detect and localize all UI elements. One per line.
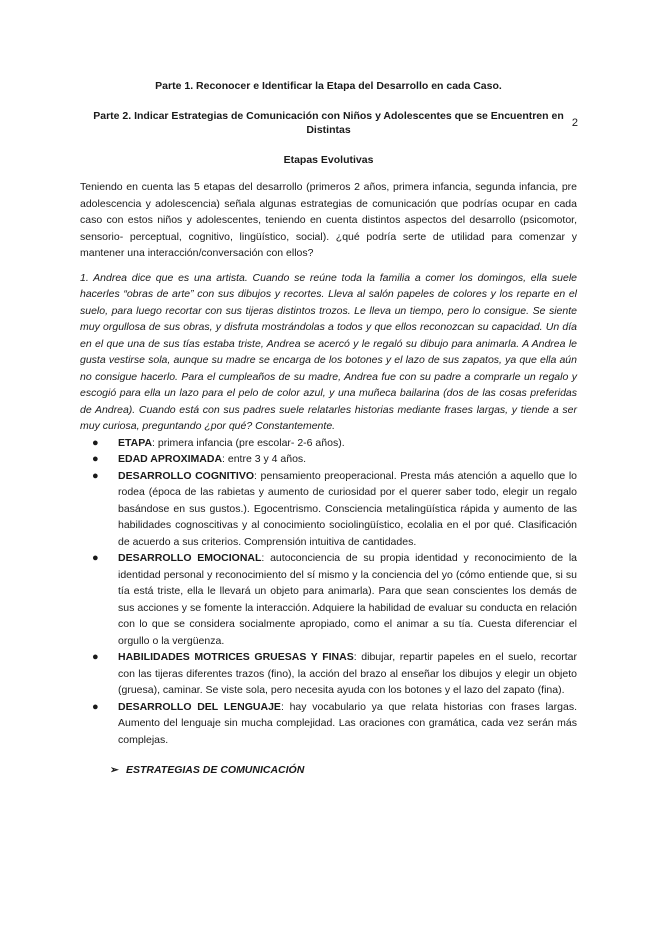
detail-item-edad: ● EDAD APROXIMADA: entre 3 y 4 años. bbox=[106, 451, 577, 468]
detail-label: DESARROLLO COGNITIVO bbox=[118, 469, 255, 482]
heading-part-1: Parte 1. Reconocer e Identificar la Etapa del Desarrollo en cada Caso. bbox=[155, 80, 502, 92]
detail-text: autoconciencia de su propia identidad y reconocimiento de la identidad personal y reconocimiento del sí mismo y la conciencia del yo (cómo entiende que, si su tía está triste, ella le llevará un objeto para animarla). Para que sean conscientes los demás de sus acciones y se fomente la interacción. Adquiere la habilidad de evaluar su conducta en relación con lo que se considera socialmente apropiado, como el animar a su tía. Cuesta diferenciar el orgullo o la vergüenza. bbox=[118, 552, 577, 647]
heading-part-2: Parte 2. Indicar Estrategias de Comunicación con Niños y Adolescentes que se Encuentren en Distintas bbox=[93, 110, 564, 136]
bullet-icon: ● bbox=[92, 436, 99, 449]
document-page bbox=[0, 79, 655, 927]
development-details-list bbox=[80, 435, 577, 749]
bullet-icon: ● bbox=[92, 651, 99, 663]
detail-label: ETAPA bbox=[118, 436, 153, 449]
intro-paragraph: Teniendo en cuenta las 5 etapas del desarrollo (primeros 2 años, primera infancia, segunda infancia, pre adolescencia y adolescencia) señala algunas estrategias de comunicación que podrías ocupar en cada caso con estos niños y adolescentes, teniendo en cuenta distintos aspectos del desarrollo (psicomotor, sensorio- perceptual, cognitivo, lingüístico, social). ¿qué podría serte de utilidad para comenzar y mantener una interacción/conversación con ellos? bbox=[80, 181, 577, 259]
detail-text: dibujar, repartir papeles en el suelo, recortar con las tijeras diferentes trazos (fino), la acción del brazo al enseñar los dibujos y elegir un objeto (gruesa), caminar. Se viste sola, pero necesita ayuda con los botones y el lazo del zapato (fina). bbox=[118, 651, 577, 696]
detail-text: pensamiento preoperacional. Presta más atención a aquello que lo rodea (época de las rabietas y aumento de curiosidad por el querer saber todo, elegir un regalo basándose en sus gustos.). Egocentrismo. Consciencia metalingüística rápida y aumento de las habilidades cognoscitivas y al conocimiento sociolingüístico, ecolalia en el por qué. Clasificación de acuerdo a sus criterios. Comprensión intuitiva de cantidades. bbox=[118, 469, 578, 548]
detail-item-lenguaje: ● DESARROLLO DEL LENGUAJE: hay vocabulario ya que relata historias con frases largas. Aumento del lenguaje sin mucha complejidad. Las oraciones con gramática, cada vez serán más complejas. bbox=[92, 700, 577, 746]
bullet-icon: ● bbox=[92, 700, 99, 713]
detail-text: primera infancia (pre escolar- 2-6 años). bbox=[157, 436, 345, 449]
bullet-icon: ● bbox=[92, 453, 99, 465]
detail-label: HABILIDADES MOTRICES GRUESAS Y FINAS bbox=[118, 651, 354, 663]
detail-item-etapa: ● ETAPA: primera infancia (pre escolar- 2-6 años). bbox=[106, 435, 577, 452]
bullet-icon: ● bbox=[92, 469, 99, 482]
heading-part-2-continued: Etapas Evolutivas bbox=[283, 154, 374, 166]
detail-text: hay vocabulario ya que relata historias con frases largas. Aumento del lenguaje sin mucha complejidad. Las oraciones con gramática, cada vez serán más complejas. bbox=[118, 700, 577, 746]
page-number: 2 bbox=[571, 117, 578, 129]
case-1-paragraph: 1. Andrea dice que es una artista. Cuando se reúne toda la familia a comer los domingos, ella suele hacerles “obras de arte” con sus dibujos y recortes. Lleva al salón papeles de colores y los reparte en el suelo, para luego recortar con sus tijeras distintos trozos. Le lleva un tiempo, pero lo consigue. Se siente muy orgullosa de sus obras, y disfruta mostrándolas a todos y que ellos reconozcan su capacidad. Un día en el que una de sus tías estaba triste, Andrea se acercó y le regaló su dibujo para animarla. A Andrea le gusta vestirse sola, aunque su madre se encarga de los botones y el lazo de sus zapatos, ya que ella aún no consigue hacerlo. Para el cumpleaños de su madre, Andrea fue con su padre a comprarle un regalo y escogió para ella un lazo para el pelo de color azul, y una muñeca bailarina (dos de las cosas preferidas de Andrea). Cuando está con sus padres suele relatarles historias mediante frases largas, y tiende a ser muy curiosa, preguntando ¿por qué? Constantemente. bbox=[80, 271, 577, 432]
arrow-bullet-icon: ➢ bbox=[110, 764, 119, 776]
detail-item-motrices: ● HABILIDADES MOTRICES GRUESAS Y FINAS: dibujar, repartir papeles en el suelo, recortar con las tijeras diferentes trazos (fino), la acción del brazo al enseñar los dibujos y elegir un objeto (gruesa), caminar. Se viste sola, pero necesita ayuda con los botones y el lazo del zapato (fina). bbox=[92, 651, 577, 696]
detail-item-cognitivo: ● DESARROLLO COGNITIVO: pensamiento preoperacional. Presta más atención a aquello que lo rodea (época de las rabietas y aumento de curiosidad por el querer saber todo, elegir un regalo basándose en sus gustos.). Egocentrismo. Consciencia metalingüística rápida y aumento de las habilidades cognoscitivas y al conocimiento sociolingüístico, ecolalia en el por qué. Clasificación de acuerdo a sus criterios. Comprensión intuitiva de cantidades. bbox=[92, 469, 578, 548]
detail-label: DESARROLLO DEL LENGUAJE bbox=[118, 700, 281, 713]
detail-text: entre 3 y 4 años. bbox=[227, 453, 307, 465]
detail-label: EDAD APROXIMADA bbox=[118, 453, 223, 465]
strategies-heading: ➢ ESTRATEGIAS DE COMUNICACIÓN bbox=[110, 764, 305, 776]
detail-item-emocional: ● DESARROLLO EMOCIONAL: autoconciencia de su propia identidad y reconocimiento de la identidad personal y reconocimiento del sí mismo y la conciencia del yo (cómo entiende que, si su tía está triste, ella le llevará un objeto para animarla). Para que sean conscientes los demás de sus acciones y se fomente la interacción. Adquiere la habilidad de evaluar su conducta en relación con lo que se considera socialmente apropiado, como el animar a su tía. Cuesta diferenciar el orgullo o la vergüenza. bbox=[92, 552, 577, 647]
bullet-icon: ● bbox=[92, 552, 99, 564]
detail-label: DESARROLLO EMOCIONAL bbox=[118, 552, 262, 564]
